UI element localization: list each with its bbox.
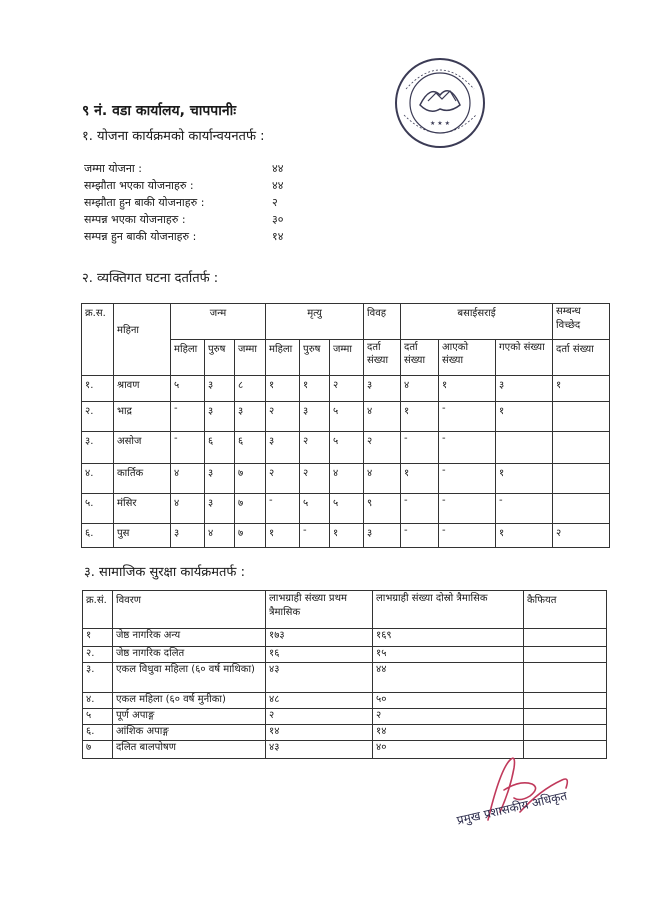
- cell-month: श्रावण: [114, 376, 171, 402]
- cell-d-t: ५: [330, 402, 364, 432]
- cell-b-m: ३: [205, 376, 235, 402]
- cell-d-m: १: [300, 376, 330, 402]
- cell-q1: १७३: [266, 629, 373, 647]
- table-header-row: [83, 591, 607, 629]
- cell-mig-came: -: [439, 494, 496, 524]
- cell-q2: ४४: [373, 663, 524, 693]
- col-birth-male: पुरुष: [205, 340, 235, 376]
- cell-d-f: -: [266, 494, 300, 524]
- office-seal-icon: [392, 55, 488, 151]
- cell-d-m: ३: [300, 402, 330, 432]
- table-row: [82, 494, 610, 524]
- cell-sn: ६.: [83, 725, 113, 741]
- cell-d-t: ५: [330, 432, 364, 464]
- cell-d-f: १: [266, 524, 300, 548]
- cell-desc: दलित बालपोषण: [113, 741, 266, 759]
- table-row: [83, 693, 607, 709]
- cell-marriage: ९: [364, 494, 401, 524]
- table-row: [82, 376, 610, 402]
- col-remarks: कैफियत: [524, 591, 607, 629]
- summary-label: सम्पन्न हुन बाकी योजनाहरु :: [84, 230, 197, 243]
- col-description: विवरण: [113, 591, 266, 629]
- col-death: मृत्यु: [266, 304, 364, 340]
- table-row: [82, 432, 610, 464]
- cell-month: भाद्र: [114, 402, 171, 432]
- cell-d-t: २: [330, 376, 364, 402]
- cell-sn: ४.: [82, 464, 114, 494]
- cell-mig-reg: ४: [401, 376, 439, 402]
- cell-sn: ३.: [83, 663, 113, 693]
- cell-sn: ६.: [82, 524, 114, 548]
- cell-q2: ५०: [373, 693, 524, 709]
- cell-d-m: ५: [300, 494, 330, 524]
- cell-q1: ४३: [266, 663, 373, 693]
- summary-value: ३०: [272, 213, 284, 226]
- cell-divorce: [553, 432, 610, 464]
- cell-d-t: ४: [330, 464, 364, 494]
- cell-mig-came: -: [439, 464, 496, 494]
- cell-mig-came: १: [439, 376, 496, 402]
- cell-d-f: १: [266, 376, 300, 402]
- cell-q1: २: [266, 709, 373, 725]
- cell-b-t: ६: [235, 432, 266, 464]
- cell-b-t: ७: [235, 494, 266, 524]
- cell-d-f: २: [266, 464, 300, 494]
- cell-d-m: २: [300, 432, 330, 464]
- cell-mig-went: १: [496, 402, 553, 432]
- cell-sn: २.: [83, 647, 113, 663]
- cell-b-t: ७: [235, 524, 266, 548]
- col-death-total: जम्मा: [330, 340, 364, 376]
- cell-month: पुस: [114, 524, 171, 548]
- col-quarter1: लाभग्राही संख्या प्रथम त्रैमासिक: [266, 591, 373, 629]
- cell-mig-reg: -: [401, 524, 439, 548]
- cell-b-m: ४: [205, 524, 235, 548]
- summary-value: ४४: [272, 179, 284, 192]
- cell-q1: ४८: [266, 693, 373, 709]
- cell-divorce: [553, 494, 610, 524]
- cell-remarks: [524, 709, 607, 725]
- cell-desc: आंशिक अपाङ्ग: [113, 725, 266, 741]
- cell-sn: ३.: [82, 432, 114, 464]
- cell-divorce: २: [553, 524, 610, 548]
- social-security-table: [82, 590, 607, 759]
- cell-d-m: २: [300, 464, 330, 494]
- col-mig-came: आएको संख्या: [439, 340, 496, 376]
- cell-q2: १५: [373, 647, 524, 663]
- summary-row: [84, 211, 314, 228]
- summary-label: सम्झौता हुन बाकी योजनाहरु :: [84, 196, 205, 209]
- signature-caption: प्रमुख प्रशासकीय अधिकृत: [455, 788, 569, 828]
- cell-sn: ५.: [82, 494, 114, 524]
- section2-title: २. व्यक्तिगत घटना दर्तातर्फ :: [82, 271, 219, 286]
- section3-title: ३. सामाजिक सुरक्षा कार्यक्रमतर्फ :: [84, 565, 245, 580]
- cell-q2: २: [373, 709, 524, 725]
- cell-desc: जेष्ठ नागरिक अन्य: [113, 629, 266, 647]
- cell-d-t: १: [330, 524, 364, 548]
- col-serial: क्र.सं.: [83, 591, 113, 629]
- col-migration: बसाईसराई: [401, 304, 553, 340]
- col-birth: जन्म: [171, 304, 266, 340]
- cell-sn: २.: [82, 402, 114, 432]
- cell-mig-reg: १: [401, 402, 439, 432]
- table-row: [83, 647, 607, 663]
- cell-sn: ४.: [83, 693, 113, 709]
- cell-mig-went: [496, 432, 553, 464]
- col-serial: क्र.स.: [82, 304, 114, 376]
- col-divorce: सम्बन्ध विच्छेद: [553, 304, 610, 340]
- summary-label: जम्मा योजना :: [84, 162, 142, 175]
- cell-marriage: २: [364, 432, 401, 464]
- cell-b-m: ३: [205, 494, 235, 524]
- col-divorce-reg: दर्ता संख्या: [553, 340, 610, 376]
- col-quarter2: लाभग्राही संख्या दोस्रो त्रैमासिक: [373, 591, 524, 629]
- cell-b-m: ६: [205, 432, 235, 464]
- cell-sn: १: [83, 629, 113, 647]
- table-row: [82, 524, 610, 548]
- cell-d-t: ५: [330, 494, 364, 524]
- col-death-female: महिला: [266, 340, 300, 376]
- cell-month: मंसिर: [114, 494, 171, 524]
- cell-mig-went: १: [496, 524, 553, 548]
- cell-divorce: [553, 402, 610, 432]
- cell-mig-went: १: [496, 464, 553, 494]
- cell-marriage: ३: [364, 524, 401, 548]
- table-row: [83, 663, 607, 693]
- cell-b-f: -: [171, 432, 205, 464]
- cell-b-f: -: [171, 402, 205, 432]
- cell-d-f: ३: [266, 432, 300, 464]
- cell-b-t: ७: [235, 464, 266, 494]
- ward-header: ९ नं. वडा कार्यालय, चापपानीः: [82, 103, 237, 119]
- summary-value: ४४: [272, 162, 284, 175]
- cell-d-m: -: [300, 524, 330, 548]
- col-mig-reg: दर्ता संख्या: [401, 340, 439, 376]
- col-death-male: पुरुष: [300, 340, 330, 376]
- table-row: [83, 725, 607, 741]
- summary-value: २: [272, 196, 278, 209]
- col-mig-went: गएको संख्या: [496, 340, 553, 376]
- table-row: [82, 402, 610, 432]
- cell-b-f: ४: [171, 464, 205, 494]
- cell-q2: १६९: [373, 629, 524, 647]
- cell-marriage: ४: [364, 402, 401, 432]
- summary-row: [84, 177, 314, 194]
- col-marriage: विवह: [364, 304, 401, 340]
- cell-b-f: ४: [171, 494, 205, 524]
- cell-month: असोज: [114, 432, 171, 464]
- cell-q2: १४: [373, 725, 524, 741]
- cell-desc: एकल महिला (६० वर्ष मुनीका): [113, 693, 266, 709]
- cell-divorce: १: [553, 376, 610, 402]
- cell-marriage: ४: [364, 464, 401, 494]
- cell-sn: ५: [83, 709, 113, 725]
- cell-q1: ४३: [266, 741, 373, 759]
- cell-remarks: [524, 663, 607, 693]
- cell-remarks: [524, 693, 607, 709]
- cell-d-f: २: [266, 402, 300, 432]
- summary-value: १४: [272, 230, 284, 243]
- cell-remarks: [524, 647, 607, 663]
- col-birth-female: महिला: [171, 340, 205, 376]
- cell-b-f: ३: [171, 524, 205, 548]
- cell-sn: १.: [82, 376, 114, 402]
- cell-mig-reg: १: [401, 464, 439, 494]
- table-row: [82, 464, 610, 494]
- table-row: [83, 709, 607, 725]
- cell-mig-went: -: [496, 494, 553, 524]
- cell-desc: जेष्ठ नागरिक दलित: [113, 647, 266, 663]
- cell-remarks: [524, 629, 607, 647]
- table-row: [83, 629, 607, 647]
- cell-divorce: [553, 464, 610, 494]
- cell-remarks: [524, 725, 607, 741]
- cell-q1: १६: [266, 647, 373, 663]
- table-header-row: [82, 304, 610, 340]
- section1-title: १. योजना कार्यक्रमको कार्यान्वयनतर्फ :: [82, 129, 265, 144]
- cell-month: कार्तिक: [114, 464, 171, 494]
- cell-mig-went: ३: [496, 376, 553, 402]
- cell-b-f: ५: [171, 376, 205, 402]
- summary-label: सम्पन्न भएका योजनाहरु :: [84, 213, 186, 226]
- cell-mig-came: -: [439, 524, 496, 548]
- cell-q2: ४०: [373, 741, 524, 759]
- summary-row: [84, 228, 314, 245]
- cell-mig-reg: -: [401, 494, 439, 524]
- cell-mig-came: -: [439, 432, 496, 464]
- cell-mig-came: -: [439, 402, 496, 432]
- cell-sn: ७: [83, 741, 113, 759]
- cell-b-m: ३: [205, 402, 235, 432]
- col-month: महिना: [114, 304, 171, 376]
- cell-b-t: ३: [235, 402, 266, 432]
- cell-q1: १४: [266, 725, 373, 741]
- cell-b-t: ८: [235, 376, 266, 402]
- svg-text:★ ★ ★: ★ ★ ★: [430, 120, 450, 127]
- cell-desc: एकल विधुवा महिला (६० वर्ष माथिका): [113, 663, 266, 693]
- summary-row: [84, 194, 314, 211]
- col-birth-total: जम्मा: [235, 340, 266, 376]
- cell-marriage: ३: [364, 376, 401, 402]
- cell-mig-reg: -: [401, 432, 439, 464]
- cell-b-m: ३: [205, 464, 235, 494]
- summary-label: सम्झौता भएका योजनाहरु :: [84, 179, 194, 192]
- cell-desc: पूर्ण अपाङ्ग: [113, 709, 266, 725]
- vital-events-table: [81, 303, 610, 548]
- col-marriage-reg: दर्ता संख्या: [364, 340, 401, 376]
- summary-row: [84, 160, 314, 177]
